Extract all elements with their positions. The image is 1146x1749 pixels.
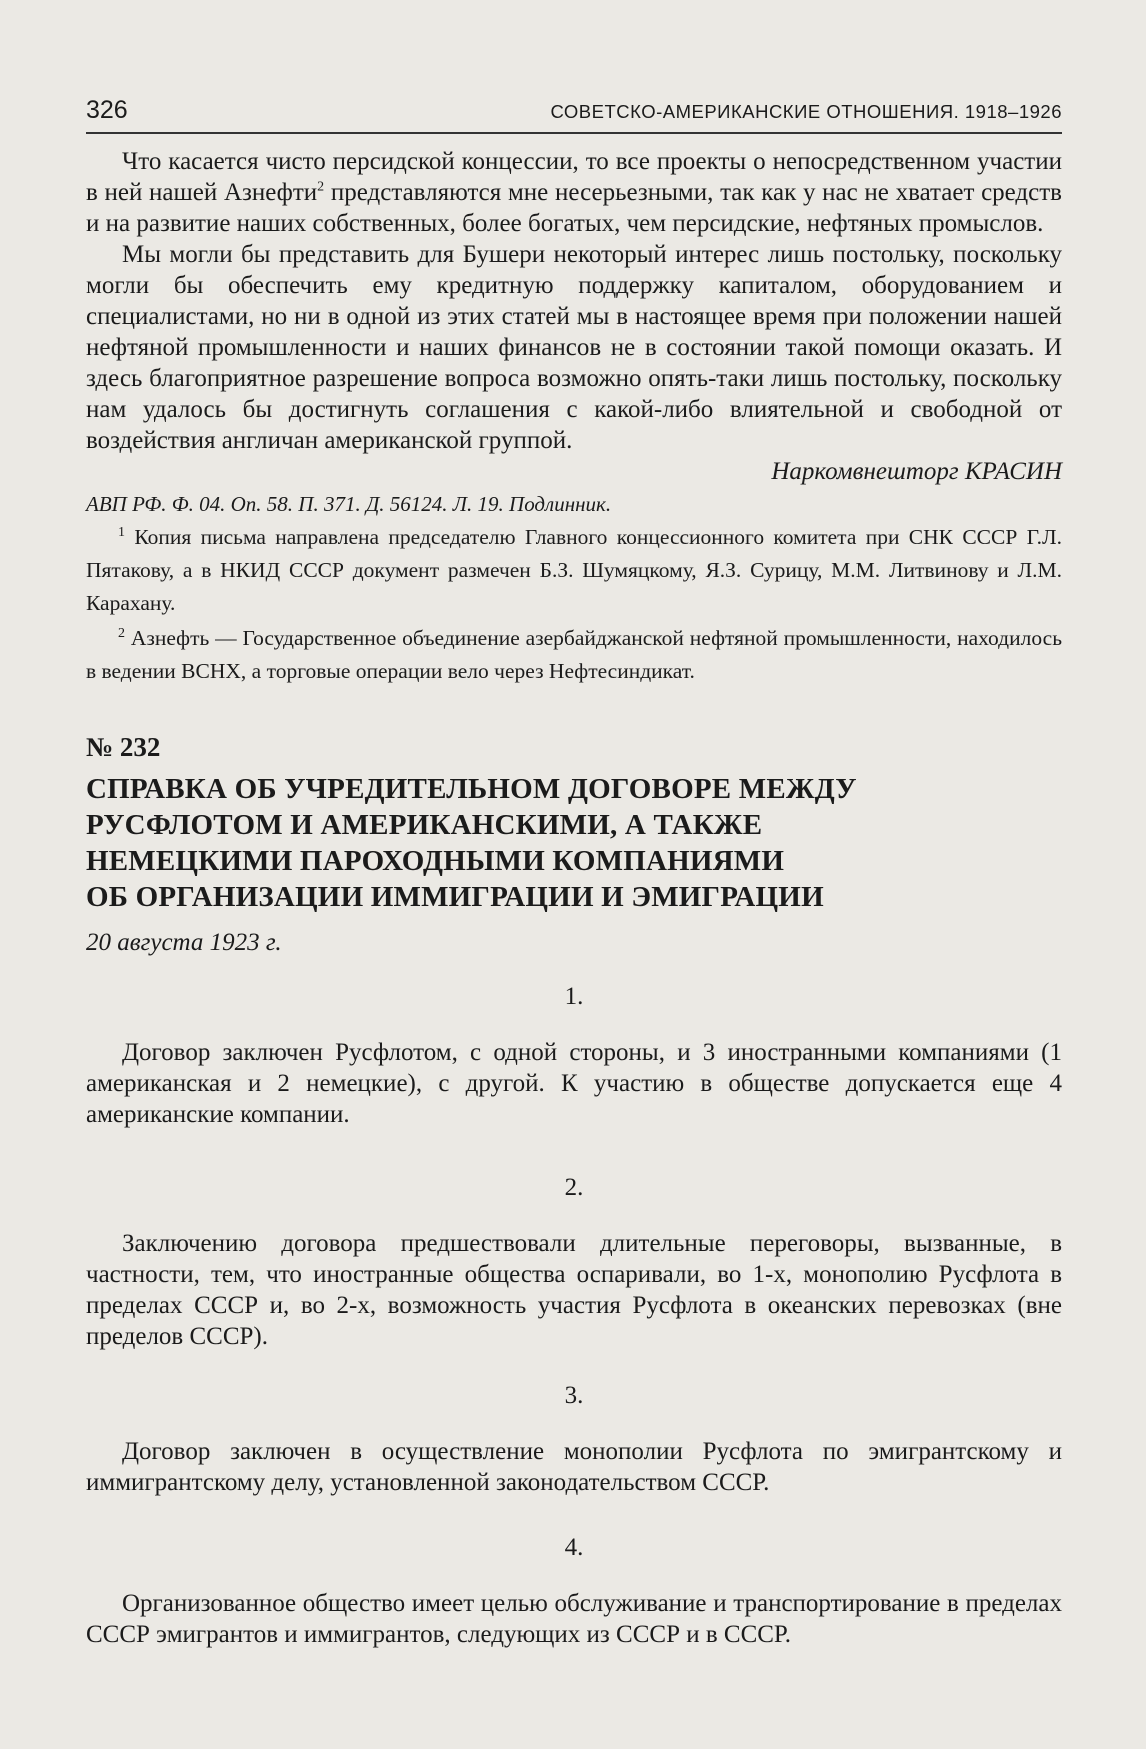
section-number: 3. <box>564 1382 584 1409</box>
section-text: Заключению договора предшествовали длительные переговоры, вызванные, в частности, тем, что иностранные общества оспаривали, во 1-х, монополию Русфлота в пределах СССР и, во 2-х, возможность участия Русфлота в океанских перевозках (вне пределов СССР). <box>86 1230 1062 1350</box>
running-title: СОВЕТСКО-АМЕРИКАНСКИЕ ОТНОШЕНИЯ. 1918–1926 <box>550 101 1062 122</box>
page-header <box>86 96 1062 125</box>
document-date: 20 августа 1923 г. <box>86 929 282 956</box>
section-text: Договор заключен в осуществление монополии Русфлота по эмигрантскому и иммигрантскому делу, установленной законодательством СССР. <box>86 1438 1062 1496</box>
signature: Наркомвнешторг КРАСИН <box>771 458 1062 485</box>
letter-paragraph-1: Что касается чисто персидской концессии, то все проекты о непосредственном участии в ней нашей Азнефти$^2$ представляются мне несерьезными, так как у нас не хватает средств и на развитие наших собственных, более богатых, чем персидские, нефтяных промыслов. <box>86 148 1062 237</box>
section-text: Договор заключен Русфлотом, с одной стороны, и 3 иностранными компаниями (1 американская и 2 немецкие), с другой. К участию в обществе допускается еще 4 американские компании. <box>86 1039 1062 1128</box>
header-rule <box>86 132 1062 134</box>
section-text: Организованное общество имеет целью обслуживание и транспортирование в пределах СССР эмигрантов и иммигрантов, следующих из СССР и в СССР. <box>86 1590 1062 1648</box>
page-number: 326 <box>86 96 128 124</box>
section-number: 4. <box>564 1534 584 1561</box>
footnote-2: $^2$ Азнефть — Государственное объединение азербайджанской нефтяной промышленности, находилось в ведении ВСНХ, а торговые операции вело через Нефтесиндикат. <box>86 625 1062 683</box>
letter-paragraph-2: Мы могли бы представить для Бушери некоторый интерес лишь постольку, поскольку могли бы обеспечить ему кредитную поддержку капиталом, оборудованием и специалистами, но ни в одной из этих статей мы в настоящее время при положении нашей нефтяной промышленности и наших финансов не в состоянии такой помощи оказать. И здесь благоприятное разрешение вопроса возможно опять-таки лишь постольку, поскольку нам удалось бы достигнуть соглашения с какой-либо влиятельной и свободной от воздействия англичан американской группой. <box>86 241 1062 454</box>
section-number: 1. <box>564 983 584 1010</box>
document-title: СПРАВКА ОБ УЧРЕДИТЕЛЬНОМ ДОГОВОРЕ МЕЖДУ РУСФЛОТОМ И АМЕРИКАНСКИМИ, А ТАКЖЕ НЕМЕЦКИМИ ПАРОХОДНЫМИ КОМПАНИЯМИ ОБ ОРГАНИЗАЦИИ ИММИГРАЦИИ И ЭМИГРАЦИИ <box>86 773 857 913</box>
page-body <box>86 146 1062 1650</box>
footnote-ref-2: 2 <box>317 179 325 195</box>
document-number: № 232 <box>86 732 161 762</box>
section-number: 2. <box>564 1174 584 1201</box>
footnote-1: $^1$ Копия письма направлена председателю Главного концессионного комитета при СНК СССР Г.Л. Пятакову, а в НКИД СССР документ размечен Б.З. Шумяцкому, Я.З. Сурицу, М.М. Литвинову и Л.М. Карахану. <box>86 524 1062 615</box>
archive-reference: АВП РФ. Ф. 04. Оп. 58. П. 371. Д. 56124. Л. 19. Подлинник. <box>86 492 612 516</box>
